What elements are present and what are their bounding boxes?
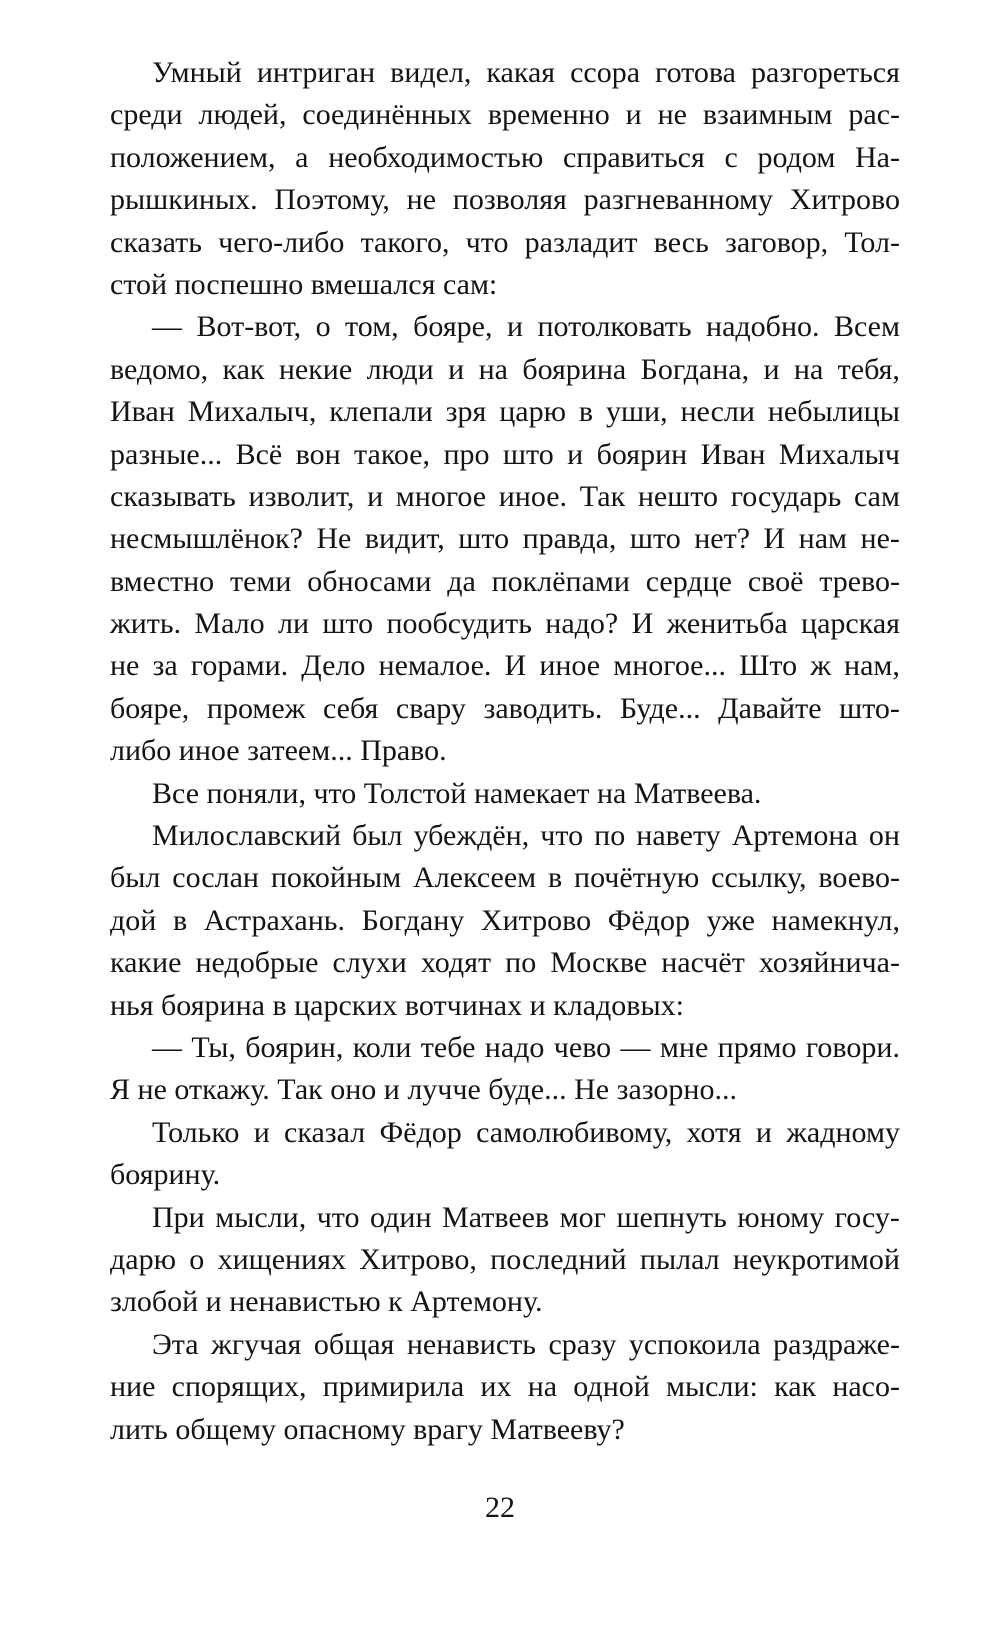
text-line: Эта жгучая общая ненависть сразу успокоила раздраже- — [152, 1327, 900, 1361]
text-line: среди людей, соединённых временно и не взаимным рас- — [110, 98, 900, 132]
text-line: либо иное затеем... Право. — [110, 734, 447, 768]
text-line: ведомо, как некие люди и на боярина Богдана, и на тебя, — [110, 352, 900, 386]
text-line: лить общему опасному врагу Матвееву? — [110, 1412, 625, 1446]
text-line: жить. Мало ли што пообсудить надо? И женитьба царская — [110, 607, 900, 641]
text-line: — Вот-вот, о том, бояре, и потолковать надобно. Всем — [152, 310, 900, 344]
text-line: сказывать изволит, и многое иное. Так нешто государь сам — [110, 479, 900, 513]
text-line: При мысли, что один Матвеев мог шепнуть юному госу- — [152, 1200, 900, 1234]
text-line: Я не откажу. Так оно и лучче буде... Не зазорно... — [110, 1073, 737, 1107]
page-number: 22 — [485, 1491, 515, 1524]
text-line: дой в Астрахань. Богдану Хитрово Фёдор уже намекнул, — [110, 903, 900, 937]
text-line: Иван Михалыч, клепали зря царю в уши, несли небылицы — [110, 395, 900, 429]
text-line: какие недобрые слухи ходят по Москве насчёт хозяйнича- — [110, 946, 900, 980]
text-line: положением, а необходимостью справиться с родом На- — [110, 140, 900, 174]
body-text — [110, 52, 900, 1451]
text-line: нья боярина в царских вотчинах и кладовых: — [110, 988, 684, 1022]
text-line: Все поняли, что Толстой намекает на Матвеева. — [152, 776, 762, 810]
text-line: бояре, промеж себя свару заводить. Буде... Давайте што- — [110, 691, 900, 725]
text-line: — Ты, боярин, коли тебе надо чево — мне прямо говори. — [152, 1030, 900, 1064]
text-line: был сослан покойным Алексеем в почётную ссылку, воево- — [110, 861, 900, 895]
text-line: не за горами. Дело немалое. И иное многое... Што ж нам, — [110, 649, 900, 683]
text-line: сказать чего-либо такого, что разладит весь заговор, Тол- — [110, 225, 900, 259]
text-line: несмышлёнок? Не видит, што правда, што нет? И нам не- — [110, 522, 900, 556]
text-line: Только и сказал Фёдор самолюбивому, хотя и жадному — [152, 1115, 900, 1149]
text-line: Милославский был убеждён, что по навету Артемона он — [152, 819, 900, 853]
text-line: дарю о хищениях Хитрово, последний пылал неукротимой — [110, 1242, 900, 1276]
text-line: стой поспешно вмешался сам: — [110, 267, 498, 301]
text-line: злобой и ненавистью к Артемону. — [110, 1285, 543, 1319]
text-line: боярину. — [110, 1158, 221, 1192]
text-line: вместно теми обносами да поклёпами сердце своё трево- — [110, 564, 900, 598]
text-line: разные... Всё вон такое, про што и боярин Иван Михалыч — [110, 437, 900, 471]
text-line: ние спорящих, примирила их на одной мысли: как насо- — [110, 1370, 900, 1404]
text-line: рышкиных. Поэтому, не позволяя разгневанному Хитрово — [110, 183, 900, 217]
text-line: Умный интриган видел, какая ссора готова разгореться — [152, 56, 900, 89]
